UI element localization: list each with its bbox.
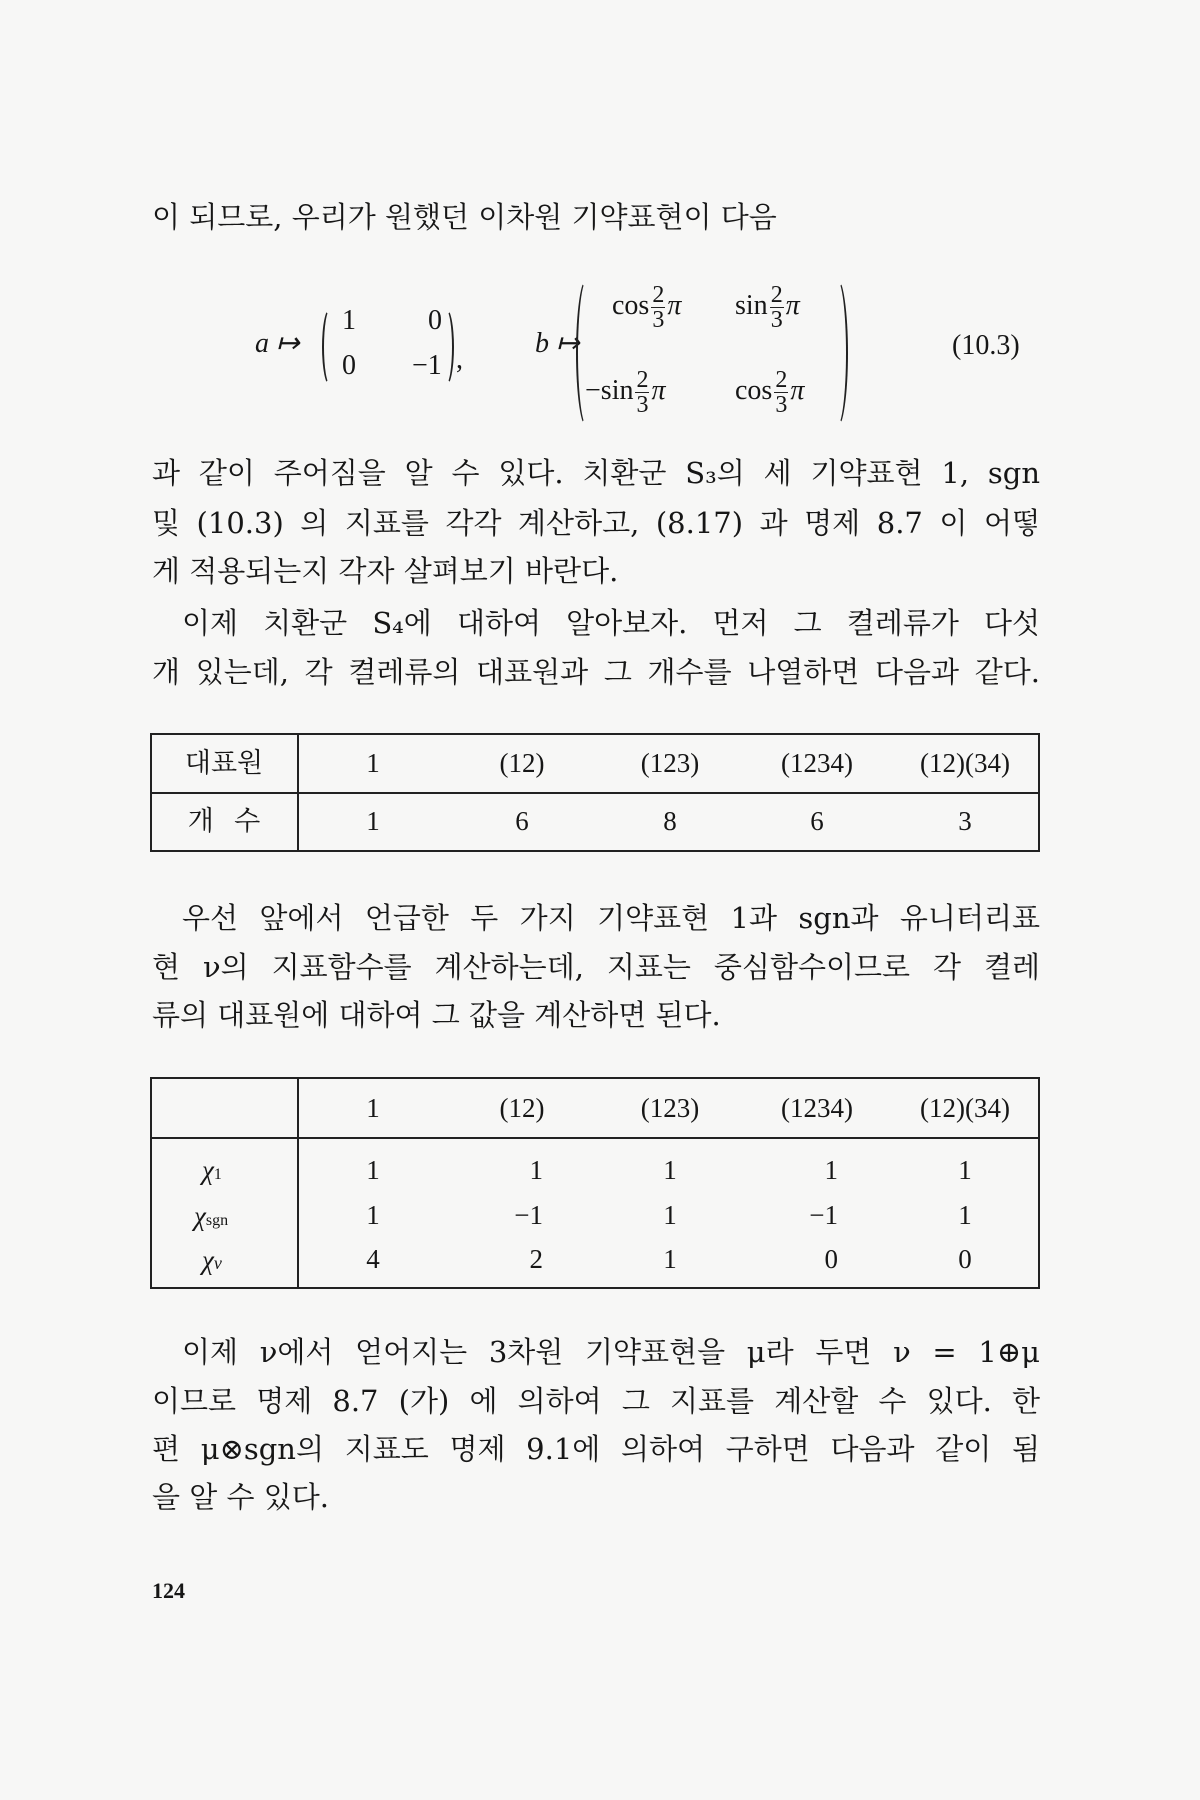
row-label-chi-1: χ1 [202,1155,222,1185]
text-line: 이 되므로, 우리가 원했던 이차원 기약표현이 다음 [152,200,777,234]
b-matrix-cell [735,283,800,332]
character-table [150,1077,1040,1289]
a-matrix-right-paren [438,308,454,386]
value-cell: 2 [529,1244,543,1274]
text-line: 을 알 수 있다. [152,1480,329,1514]
count-cell: 6 [515,806,529,836]
count-cell: 3 [958,806,972,836]
value-cell: 0 [958,1244,972,1274]
value-cell: 0 [824,1244,838,1274]
value-cell: 1 [663,1155,677,1185]
value-cell: 4 [366,1244,380,1274]
fraction-num: 2 [636,367,649,393]
text-line: 이므로 명제 8.7 (가) 에 의하여 그 지표를 계산할 수 있다. 한 [152,1384,1040,1418]
b-matrix-right-paren [826,278,848,428]
value-cell: 1 [663,1244,677,1274]
b-map-label: b ↦ [535,328,580,359]
representative-cell: (1234) [781,748,853,778]
divider [152,792,1038,794]
value-cell: 1 [824,1155,838,1185]
divider [152,1137,1038,1139]
text-line: 현 ν의 지표함수를 계산하는데, 지표는 중심함수이므로 각 켤레 [152,950,1040,984]
fraction-num: 2 [775,367,788,393]
b-matrix-cell [612,283,681,332]
pi: π [785,289,800,321]
pi: π [667,289,682,321]
text-line: 이제 ν에서 얻어지는 3차원 기약표현을 μ라 두면 ν = 1⊕μ [182,1335,1040,1369]
value-cell: 1 [663,1200,677,1230]
value-cell: 1 [958,1155,972,1185]
text-line: 과 같이 주어짐을 알 수 있다. 치환군 S₃의 세 기약표현 1, sgn [152,456,1040,490]
column-header: 1 [366,1093,380,1123]
text-line: 개 있는데, 각 켤레류의 대표원과 그 개수를 나열하면 다음과 같다. [152,655,1040,689]
column-header: (1234) [781,1093,853,1123]
a-map-label: a ↦ [255,328,300,359]
value-cell: 1 [366,1155,380,1185]
fraction-den: 3 [770,307,783,333]
representative-cell: 1 [366,748,380,778]
fraction-den: 3 [775,392,788,418]
a-matrix-cell: 1 [342,305,356,336]
fraction [635,368,649,417]
row-label-chi-nu: χν [202,1245,222,1275]
fraction-num: 2 [652,282,665,308]
row-label-chi-sgn: χsgn [194,1201,229,1231]
value-cell: 1 [366,1200,380,1230]
value-cell: −1 [514,1200,543,1230]
divider [297,1079,299,1287]
fraction [770,283,784,332]
equation-number: (10.3) [952,330,1020,361]
representative-cell: (123) [640,748,700,778]
text-line: 류의 대표원에 대하여 그 값을 계산하면 된다. [152,998,721,1032]
b-matrix-cell [585,368,666,417]
text-line: 우선 앞에서 언급한 두 가지 기약표현 1과 sgn과 유니터리표 [182,901,1040,935]
pi: π [651,374,666,406]
value-cell: 1 [529,1155,543,1185]
count-cell: 6 [810,806,824,836]
row-header-count: 개 수 [187,806,261,836]
text-line: 이제 치환군 S₄에 대하여 알아보자. 먼저 그 켤레류가 다섯 [182,606,1040,640]
a-matrix-left-paren [322,308,338,386]
text-line: 편 μ⊗sgn의 지표도 명제 9.1에 의하여 구하면 다음과 같이 됨 [152,1432,1040,1466]
text-line: 게 적용되는지 각자 살펴보기 바란다. [152,554,619,588]
a-matrix-cell: −1 [412,350,442,381]
conjugacy-class-table [150,733,1040,852]
b-matrix-cell [735,368,804,417]
fn: cos [612,289,650,321]
text-line: 및 (10.3) 의 지표를 각각 계산하고, (8.17) 과 명제 8.7 이 어떻 [152,506,1040,540]
fn: cos [735,374,773,406]
page-number: 124 [152,1578,185,1603]
fraction [774,368,788,417]
a-matrix-cell: 0 [342,350,356,381]
fn: −sin [585,374,634,406]
fn: sin [735,289,768,321]
count-cell: 8 [663,806,677,836]
count-cell: 1 [366,806,380,836]
row-header-representative: 대표원 [184,748,264,778]
pi: π [790,374,805,406]
fraction-num: 2 [770,282,783,308]
fraction [651,283,665,332]
value-cell: −1 [809,1200,838,1230]
column-header: (123) [640,1093,700,1123]
fraction-den: 3 [652,307,665,333]
value-cell: 1 [958,1200,972,1230]
representative-cell: (12)(34) [920,748,1010,778]
column-header: (12)(34) [920,1093,1010,1123]
a-matrix-comma: , [456,344,463,375]
a-matrix-cell: 0 [428,305,442,336]
column-header: (12) [499,1093,545,1123]
representative-cell: (12) [499,748,545,778]
fraction-den: 3 [636,392,649,418]
